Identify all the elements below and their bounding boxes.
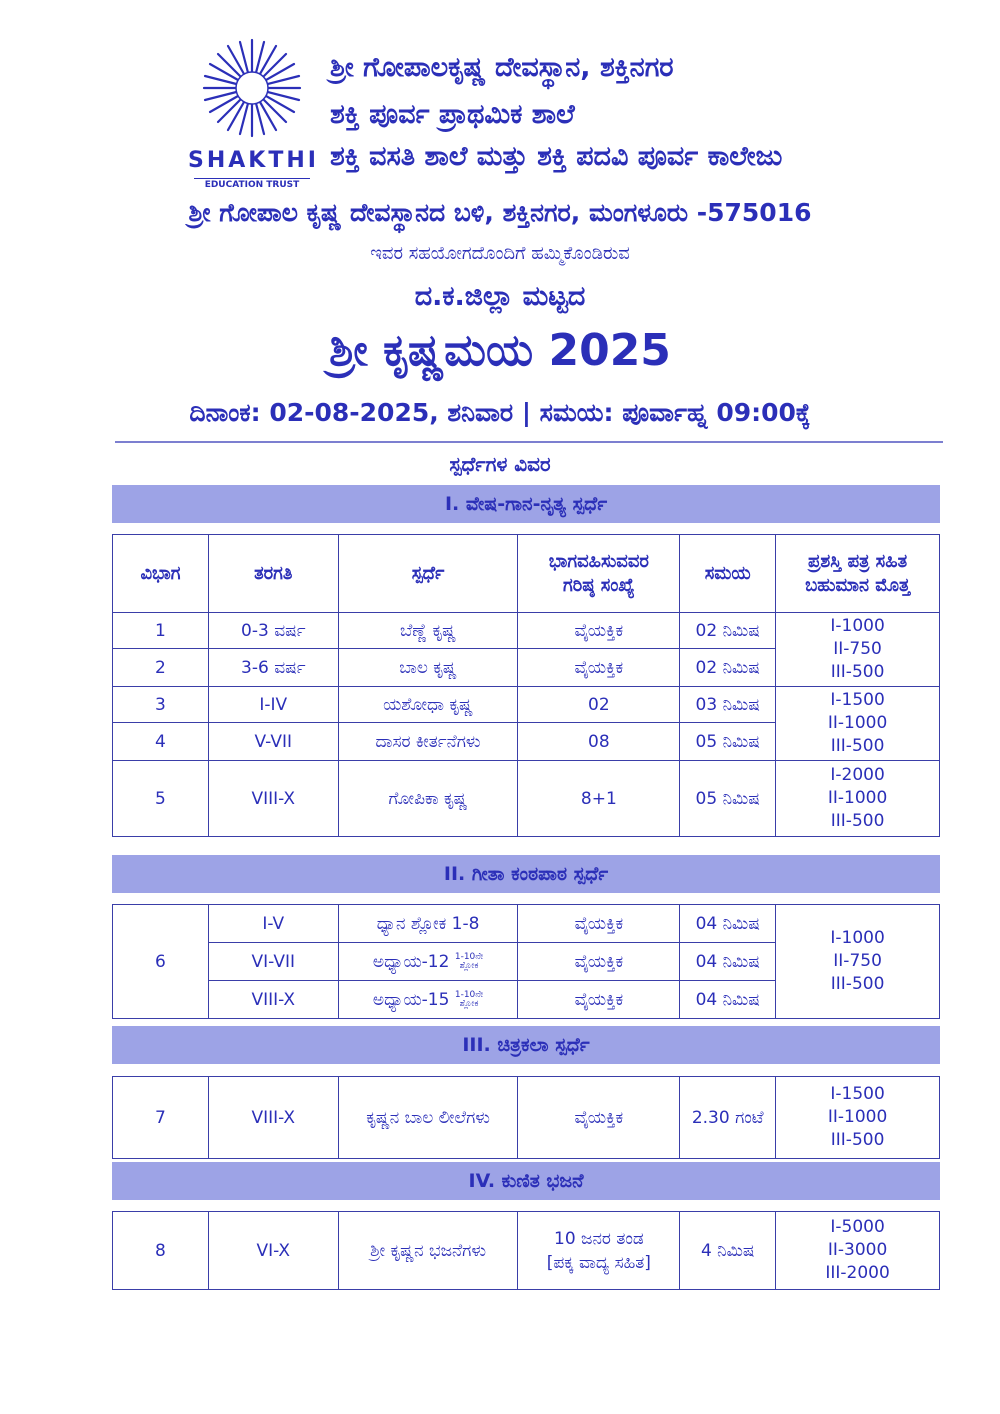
prize-first: I-5000	[830, 1217, 885, 1237]
row-class: VIII-X	[208, 1077, 338, 1159]
row-competition: ಬಾಲ ಕೃಷ್ಣ	[338, 649, 518, 687]
verse-range: 1-10ನೇ	[454, 951, 484, 962]
row-participants: 02	[518, 687, 680, 723]
header-line-3: ಶಕ್ತಿ ವಸತಿ ಶಾಲೆ ಮತ್ತು ಶಕ್ತಿ ಪದವಿ ಪೂರ್ವ ಕಾಲೇಜು	[330, 141, 783, 172]
col-competition: ಸ್ಪರ್ಧೆ	[338, 535, 518, 613]
prize-third: III-500	[830, 1130, 885, 1150]
row-participants: ವೈಯಕ್ತಿಕ	[518, 613, 680, 649]
event-datetime: ದಿನಾಂಕ: 02-08-2025, ಶನಿವಾರ | ಸಮಯ: ಪೂರ್ವಾಹ್ನ 09:00ಕ್ಕೆ	[189, 398, 811, 427]
prize-third: III-2000	[825, 1263, 890, 1283]
prize-cell	[776, 1077, 940, 1159]
section-4-bar: IV. ಕುಣಿತ ಭಜನೆ	[112, 1162, 940, 1200]
prize-first: I-1000	[830, 616, 885, 636]
section-3-table	[112, 1076, 940, 1159]
competitions-subtitle: ಸ್ಪರ್ಧೆಗಳ ವಿವರ	[449, 452, 551, 476]
section-1-table	[112, 534, 940, 837]
table-row	[113, 1077, 940, 1159]
section-2-bar: II. ಗೀತಾ ಕಂಠಪಾಠ ಸ್ಪರ್ಧೆ	[112, 855, 940, 893]
row-class: 0-3 ವರ್ಷ	[208, 613, 338, 649]
row-number: 1	[113, 613, 209, 649]
logo-subtext: EDUCATION TRUST	[194, 178, 310, 190]
row-class: 3-6 ವರ್ಷ	[208, 649, 338, 687]
table-row	[113, 687, 940, 723]
row-participants: ವೈಯಕ್ತಿಕ	[518, 905, 680, 943]
col-division: ವಿಭಾಗ	[113, 535, 209, 613]
row-participants: ವೈಯಕ್ತಿಕ	[518, 1077, 680, 1159]
prize-second: II-1000	[827, 1107, 888, 1127]
row-number: 2	[113, 649, 209, 687]
row-participants	[518, 1212, 680, 1290]
row-time: 02 ನಿಮಿಷ	[680, 649, 776, 687]
row-competition: ದಾಸರ ಕೀರ್ತನೆಗಳು	[338, 723, 518, 761]
prize-second: II-750	[833, 639, 882, 659]
prize-second: II-3000	[827, 1240, 888, 1260]
row-class: V-VII	[208, 723, 338, 761]
row-class: I-IV	[208, 687, 338, 723]
row-competition: ಯಶೋಧಾ ಕೃಷ್ಣ	[338, 687, 518, 723]
prize-third: III-500	[830, 974, 885, 994]
prize-first: I-2000	[830, 765, 885, 785]
row-class: VI-X	[208, 1212, 338, 1290]
col-participants-line2: ಗರಿಷ್ಠ ಸಂಖ್ಯೆ	[563, 574, 635, 596]
row-time: 04 ನಿಮಿಷ	[680, 981, 776, 1019]
header-line-1: ಶ್ರೀ ಗೋಪಾಲಕೃಷ್ಣ ದೇವಸ್ಥಾನ, ಶಕ್ತಿನಗರ	[330, 52, 674, 83]
district-level: ದ.ಕ.ಜಿಲ್ಲಾ ಮಟ್ಟದ	[414, 281, 586, 312]
row-competition: ಗೋಪಿಕಾ ಕೃಷ್ಣ	[338, 761, 518, 837]
section-3-bar: III. ಚಿತ್ರಕಲಾ ಸ್ಪರ್ಧೆ	[112, 1026, 940, 1064]
row-participants: 8+1	[518, 761, 680, 837]
row-number: 7	[113, 1077, 209, 1159]
prize-third: III-500	[830, 662, 885, 682]
col-participants	[518, 535, 680, 613]
row-time: 03 ನಿಮಿಷ	[680, 687, 776, 723]
row-class: I-V	[208, 905, 338, 943]
col-class: ತರಗತಿ	[208, 535, 338, 613]
row-participants: ವೈಯಕ್ತಿಕ	[518, 943, 680, 981]
col-participants-line1: ಭಾಗವಹಿಸುವವರ	[548, 550, 649, 572]
prize-third: III-500	[830, 736, 885, 756]
row-class: VI-VII	[208, 943, 338, 981]
section-4-table	[112, 1211, 940, 1290]
prize-second: II-1000	[827, 713, 888, 733]
cooperation-line: ಇವರ ಸಹಯೋಗದೊಂದಿಗೆ ಹಮ್ಮಿಕೊಂಡಿರುವ	[370, 243, 630, 264]
row-competition: ಶ್ರೀ ಕೃಷ್ಣನ ಭಜನೆಗಳು	[338, 1212, 518, 1290]
row-class: VIII-X	[208, 981, 338, 1019]
competition-text: ಅಧ್ಯಾಯ-15	[372, 989, 450, 1010]
row-number: 5	[113, 761, 209, 837]
prize-cell	[776, 687, 940, 761]
section-1-bar: I. ವೇಷ-ಗಾನ-ನೃತ್ಯ ಸ್ಪರ್ಧೆ	[112, 485, 940, 523]
table-header-row	[113, 535, 940, 613]
competition-text: ಅಧ್ಯಾಯ-12	[372, 951, 450, 972]
row-competition	[338, 943, 518, 981]
prize-first: I-1500	[830, 690, 885, 710]
section-2-table	[112, 904, 940, 1019]
prize-cell	[776, 761, 940, 837]
prize-cell	[776, 1212, 940, 1290]
verse-note	[455, 953, 483, 971]
address: ಶ್ರೀ ಗೋಪಾಲ ಕೃಷ್ಣ ದೇವಸ್ಥಾನದ ಬಳಿ, ಶಕ್ತಿನಗರ, ಮಂಗಳೂರು -575016	[188, 198, 812, 227]
shakthi-logo	[188, 38, 319, 190]
row-participants: 08	[518, 723, 680, 761]
sunburst-icon	[202, 38, 302, 138]
row-competition: ಬೆಣ್ಣೆ ಕೃಷ್ಣ	[338, 613, 518, 649]
col-prize-line2: ಬಹುಮಾನ ಮೊತ್ತ	[805, 574, 911, 596]
prize-cell	[776, 613, 940, 687]
prize-third: III-500	[830, 811, 885, 831]
prize-first: I-1000	[830, 928, 885, 948]
prize-first: I-1500	[830, 1084, 885, 1104]
verse-note	[455, 991, 483, 1009]
table-row	[113, 761, 940, 837]
table-row	[113, 905, 940, 943]
row-time: 05 ನಿಮಿಷ	[680, 761, 776, 837]
row-time: 02 ನಿಮಿಷ	[680, 613, 776, 649]
row-time: 2.30 ಗಂಟೆ	[680, 1077, 776, 1159]
table-row	[113, 1212, 940, 1290]
row-competition	[338, 981, 518, 1019]
row-number: 4	[113, 723, 209, 761]
verse-range: 1-10ನೇ	[454, 989, 484, 1000]
col-prize-line1: ಪ್ರಶಸ್ತಿ ಪತ್ರ ಸಹಿತ	[808, 550, 908, 572]
logo-brand-text: SHAKTHI	[188, 148, 319, 173]
row-time: 05 ನಿಮಿಷ	[680, 723, 776, 761]
row-number: 8	[113, 1212, 209, 1290]
event-title: ಶ್ರೀ ಕೃಷ್ಣಮಯ 2025	[329, 325, 671, 376]
row-number: 3	[113, 687, 209, 723]
row-number: 6	[113, 905, 209, 1019]
row-time: 04 ನಿಮಿಷ	[680, 905, 776, 943]
row-participants: ವೈಯಕ್ತಿಕ	[518, 981, 680, 1019]
table-row	[113, 613, 940, 649]
row-time: 4 ನಿಮಿಷ	[680, 1212, 776, 1290]
row-competition: ಧ್ಯಾನ ಶ್ಲೋಕ 1-8	[338, 905, 518, 943]
verse-label: ಶ್ಲೋಕ	[459, 960, 479, 971]
prize-second: II-750	[833, 951, 882, 971]
participants-line2: [ಪಕ್ಕ ವಾದ್ಯ ಸಹಿತ]	[546, 1252, 651, 1273]
row-class: VIII-X	[208, 761, 338, 837]
row-participants: ವೈಯಕ್ತಿಕ	[518, 649, 680, 687]
row-competition: ಕೃಷ್ಣನ ಬಾಲ ಲೀಲೆಗಳು	[338, 1077, 518, 1159]
col-time: ಸಮಯ	[680, 535, 776, 613]
prize-second: II-1000	[827, 788, 888, 808]
divider	[115, 441, 943, 443]
col-prize	[776, 535, 940, 613]
participants-line1: 10 ಜನರ ತಂಡ	[554, 1228, 644, 1249]
row-time: 04 ನಿಮಿಷ	[680, 943, 776, 981]
header-line-2: ಶಕ್ತಿ ಪೂರ್ವ ಪ್ರಾಥಮಿಕ ಶಾಲೆ	[330, 99, 575, 130]
prize-cell	[776, 905, 940, 1019]
verse-label: ಶ್ಲೋಕ	[459, 998, 479, 1009]
